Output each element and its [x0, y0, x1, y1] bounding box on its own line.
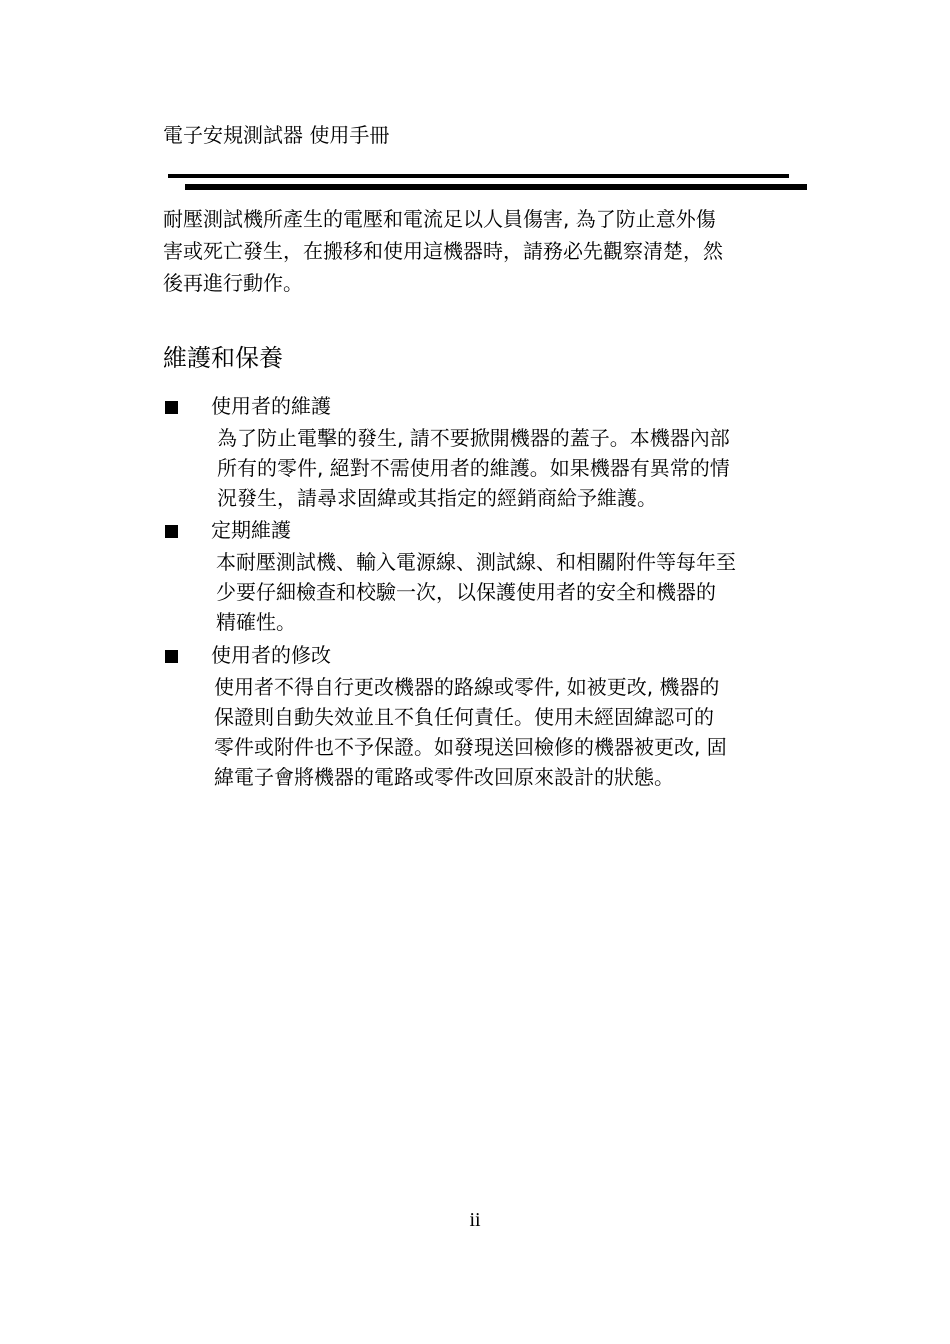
- page-number: ii: [469, 1209, 481, 1231]
- body-line: 使用者不得自行更改機器的路線或零件, 如被更改, 機器的: [214, 675, 720, 699]
- list-item-body: [214, 672, 727, 792]
- list-item-body: [217, 423, 730, 513]
- body-line: 緯電子會將機器的電路或零件改回原來設計的狀態。: [214, 765, 674, 789]
- bullet-square-icon: [165, 650, 178, 663]
- list-item-title: 定期維護: [211, 518, 291, 542]
- warning-line: 後再進行動作。: [163, 271, 303, 295]
- section-heading: 維護和保養: [163, 344, 283, 372]
- running-header-title: 電子安規測試器 使用手冊: [163, 123, 390, 147]
- body-line: 所有的零件, 絕對不需使用者的維護。如果機器有異常的情: [217, 456, 730, 480]
- body-line: 本耐壓測試機、輸入電源線、測試線、和相關附件等每年至: [216, 550, 736, 574]
- body-line: 為了防止電擊的發生, 請不要掀開機器的蓋子。本機器內部: [217, 426, 730, 450]
- body-line: 況發生，請尋求固緯或其指定的經銷商給予維護。: [217, 486, 657, 510]
- safety-warning-paragraph: [163, 203, 793, 299]
- body-line: 保證則自動失效並且不負任何責任。使用未經固緯認可的: [214, 705, 714, 729]
- list-item-body: [216, 547, 736, 637]
- body-line: 精確性。: [216, 610, 296, 634]
- body-line: 零件或附件也不予保證。如發現送回檢修的機器被更改, 固: [214, 735, 727, 759]
- list-item-title: 使用者的維護: [211, 394, 331, 418]
- body-line: 少要仔細檢查和校驗一次，以保護使用者的安全和機器的: [216, 580, 716, 604]
- header-rule-thick: [185, 184, 807, 190]
- warning-line: 害或死亡發生，在搬移和使用這機器時，請務必先觀察清楚，然: [163, 239, 723, 263]
- bullet-square-icon: [165, 401, 178, 414]
- warning-line: 耐壓測試機所產生的電壓和電流足以人員傷害, 為了防止意外傷: [163, 207, 716, 231]
- header-rule-thin: [168, 174, 789, 178]
- list-item-title: 使用者的修改: [211, 643, 331, 667]
- bullet-square-icon: [165, 525, 178, 538]
